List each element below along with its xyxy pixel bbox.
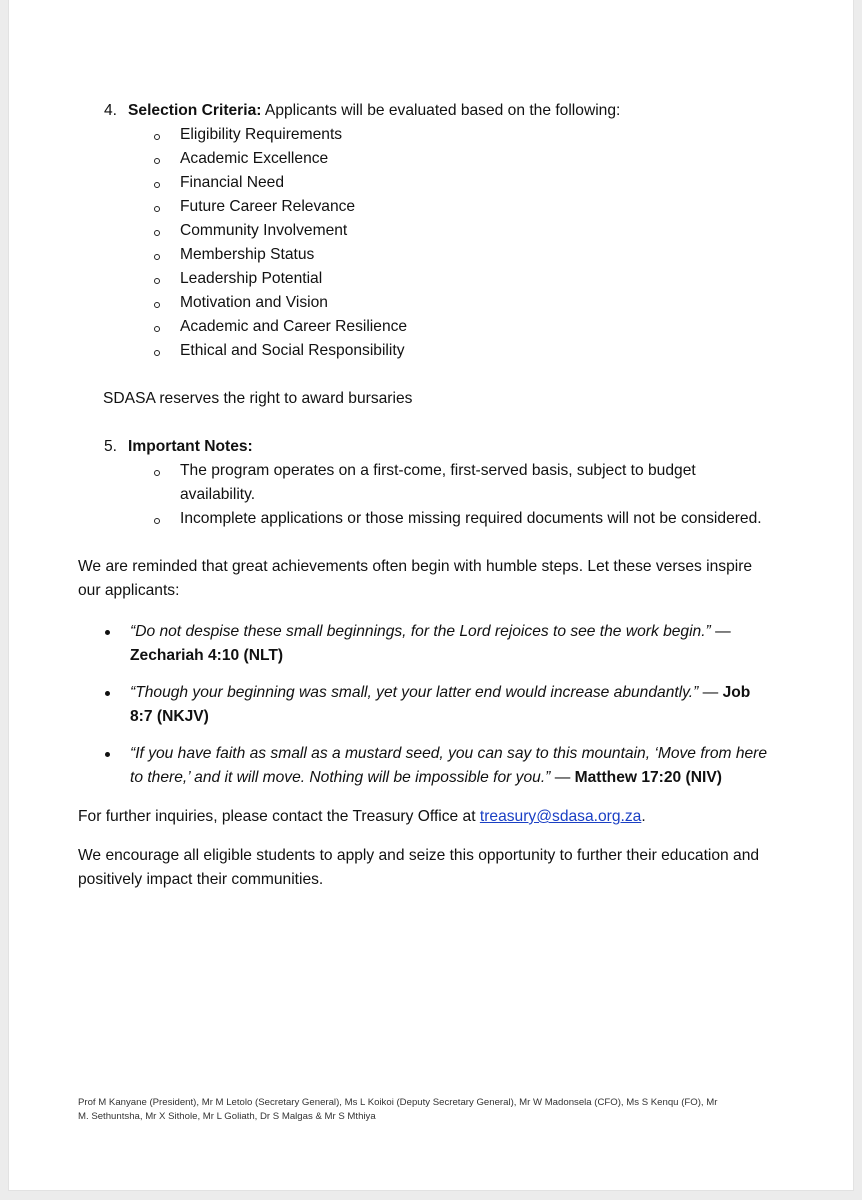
criteria-item: Ethical and Social Responsibility	[180, 342, 405, 359]
verse-quote: to there,’ and it will move. Nothing will be impossible for you.”	[130, 769, 551, 786]
criteria-item: Financial Need	[180, 174, 285, 191]
verse-line	[130, 766, 722, 790]
circle-bullet-icon	[154, 326, 160, 332]
criteria-item: Academic Excellence	[180, 150, 329, 167]
circle-bullet-icon	[154, 158, 160, 164]
verse-reference: Job	[722, 684, 751, 701]
closing-line: We encourage all eligible students to apply and seize this opportunity to further their education and	[78, 847, 760, 864]
section-4-intro: Applicants will be evaluated based on the following:	[261, 102, 621, 119]
verse-reference: 8:7 (NKJV)	[130, 708, 209, 725]
criteria-item: Eligibility Requirements	[180, 126, 343, 143]
circle-bullet-icon	[154, 470, 160, 476]
verse-line	[130, 620, 731, 644]
section-5-number: 5.	[104, 438, 118, 455]
circle-bullet-icon	[154, 350, 160, 356]
document-page	[8, 0, 854, 1191]
contact-text: For further inquiries, please contact the Treasury Office at	[78, 808, 480, 825]
circle-bullet-icon	[154, 182, 160, 188]
verse-dash: —	[710, 623, 731, 640]
contact-line	[78, 805, 646, 829]
criteria-item: Membership Status	[180, 246, 315, 263]
bullet-icon	[105, 752, 110, 757]
criteria-item: Motivation and Vision	[180, 294, 328, 311]
verse-reference: Zechariah 4:10 (NLT)	[130, 647, 284, 664]
verse-quote: “If you have faith as small as a mustard seed, you can say to this mountain, ‘Move from here	[130, 745, 768, 762]
section-4-heading: Selection Criteria:	[128, 102, 262, 119]
contact-end: .	[641, 808, 646, 825]
verse-reference: Matthew 17:20 (NIV)	[574, 769, 722, 786]
verse-dash: —	[698, 684, 723, 701]
closing-line: positively impact their communities.	[78, 871, 324, 888]
reserves-note: SDASA reserves the right to award bursaries	[103, 390, 413, 407]
circle-bullet-icon	[154, 206, 160, 212]
circle-bullet-icon	[154, 518, 160, 524]
circle-bullet-icon	[154, 302, 160, 308]
bullet-icon	[105, 691, 110, 696]
note-item-line: availability.	[180, 486, 256, 503]
circle-bullet-icon	[154, 254, 160, 260]
section-4-line	[128, 99, 620, 123]
circle-bullet-icon	[154, 230, 160, 236]
treasury-email-link[interactable]: treasury@sdasa.org.za	[479, 808, 642, 825]
circle-bullet-icon	[154, 134, 160, 140]
bullet-icon	[105, 630, 110, 635]
footer-line: M. Sethuntsha, Mr X Sithole, Mr L Goliath, Dr S Malgas & Mr S Mthiya	[78, 1111, 376, 1122]
verse-quote: “Do not despise these small beginnings, for the Lord rejoices to see the work begin.”	[130, 623, 711, 640]
criteria-item: Future Career Relevance	[180, 198, 356, 215]
criteria-item: Leadership Potential	[180, 270, 323, 287]
criteria-item: Academic and Career Resilience	[180, 318, 408, 335]
verse-quote: “Though your beginning was small, yet your latter end would increase abundantly.”	[130, 684, 699, 701]
section-4-number: 4.	[104, 102, 118, 119]
note-item-line: The program operates on a first-come, first-served basis, subject to budget	[180, 462, 696, 479]
reminder-line: We are reminded that great achievements often begin with humble steps. Let these verses inspire	[78, 558, 753, 575]
note-item-line: Incomplete applications or those missing required documents will not be considered.	[180, 510, 762, 527]
reminder-line: our applicants:	[78, 582, 180, 599]
criteria-item: Community Involvement	[180, 222, 348, 239]
circle-bullet-icon	[154, 278, 160, 284]
verse-line	[130, 681, 750, 705]
footer-line: Prof M Kanyane (President), Mr M Letolo (Secretary General), Ms L Koikoi (Deputy Secretary General), Mr W Madonsela (CFO), Ms S Kenqu (FO), Mr	[78, 1097, 718, 1108]
verse-dash: —	[550, 769, 575, 786]
section-5-heading: Important Notes:	[128, 438, 253, 455]
